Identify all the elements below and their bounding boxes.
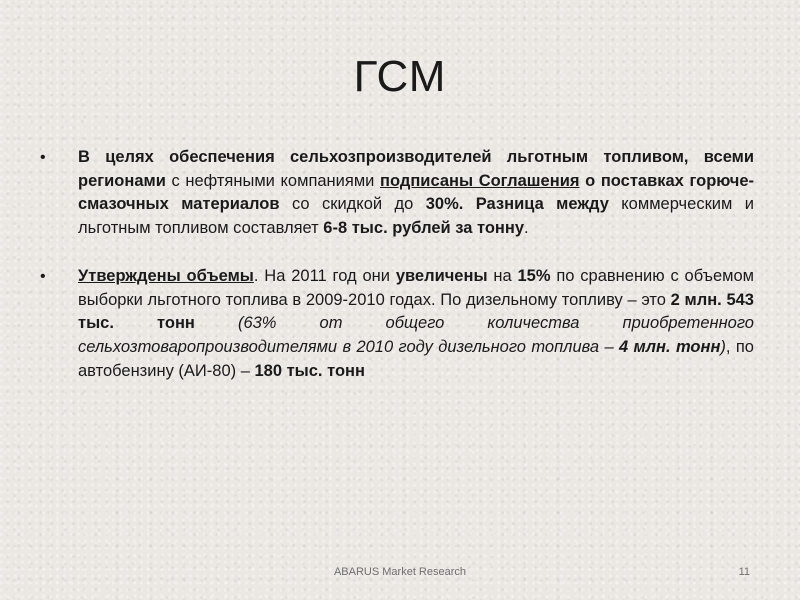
text-segment: 30%: [425, 195, 459, 214]
text-segment: на: [487, 266, 518, 285]
text-segment: 15%: [517, 266, 551, 285]
text-segment: . На 2011 год они: [253, 266, 396, 285]
text-segment: со скидкой до: [279, 195, 426, 214]
bullet-list: [38, 146, 754, 407]
text-segment: (63% от общего количества приобретенного сельхозтоваропроизводителями в 2010 году дизельного топлива –: [78, 314, 754, 356]
text-segment: подписаны Соглашения: [380, 171, 580, 190]
page-number: 11: [738, 566, 750, 578]
text-segment: коммерческим и льготным топливом составляет: [78, 195, 754, 238]
bullet-dot-icon: •: [40, 149, 46, 166]
text-segment: В целях обеспечения сельхозпроизводителей льготным топливом,: [78, 148, 704, 166]
text-segment: 180 тыс. тонн: [254, 361, 365, 380]
text-segment: с нефтяными компаниями: [165, 171, 381, 190]
bullet-text: [78, 267, 754, 380]
text-segment: 4 млн. тонн: [619, 337, 721, 356]
text-segment: всеми регионами: [78, 148, 754, 190]
bullet-dot-icon: •: [40, 267, 46, 285]
text-segment: Утверждены объемы: [78, 266, 254, 285]
text-segment: . Разница между: [458, 195, 622, 214]
text-segment: о поставках горюче-смазочных материалов: [78, 171, 754, 214]
text-segment: по сравнению с объемом выборки льготного топлива в 2009-2010 годах. По дизельному топливу – это: [78, 266, 754, 309]
bullet-text: [78, 148, 754, 237]
bullet-item: [38, 265, 754, 384]
footer-company: ABARUS Market Research: [333, 566, 467, 578]
bullet-item: [38, 146, 754, 241]
text-segment: увеличены: [395, 266, 488, 285]
text-segment: ): [720, 337, 726, 356]
text-segment: 6-8 тыс. рублей за тонну: [323, 219, 525, 238]
text-segment: 2 млн. 543 тыс. тонн: [78, 290, 754, 333]
text-segment: .: [524, 219, 529, 238]
text-segment: , по автобензину (АИ-80) –: [78, 337, 754, 380]
slide-title: ГСМ: [353, 52, 447, 101]
